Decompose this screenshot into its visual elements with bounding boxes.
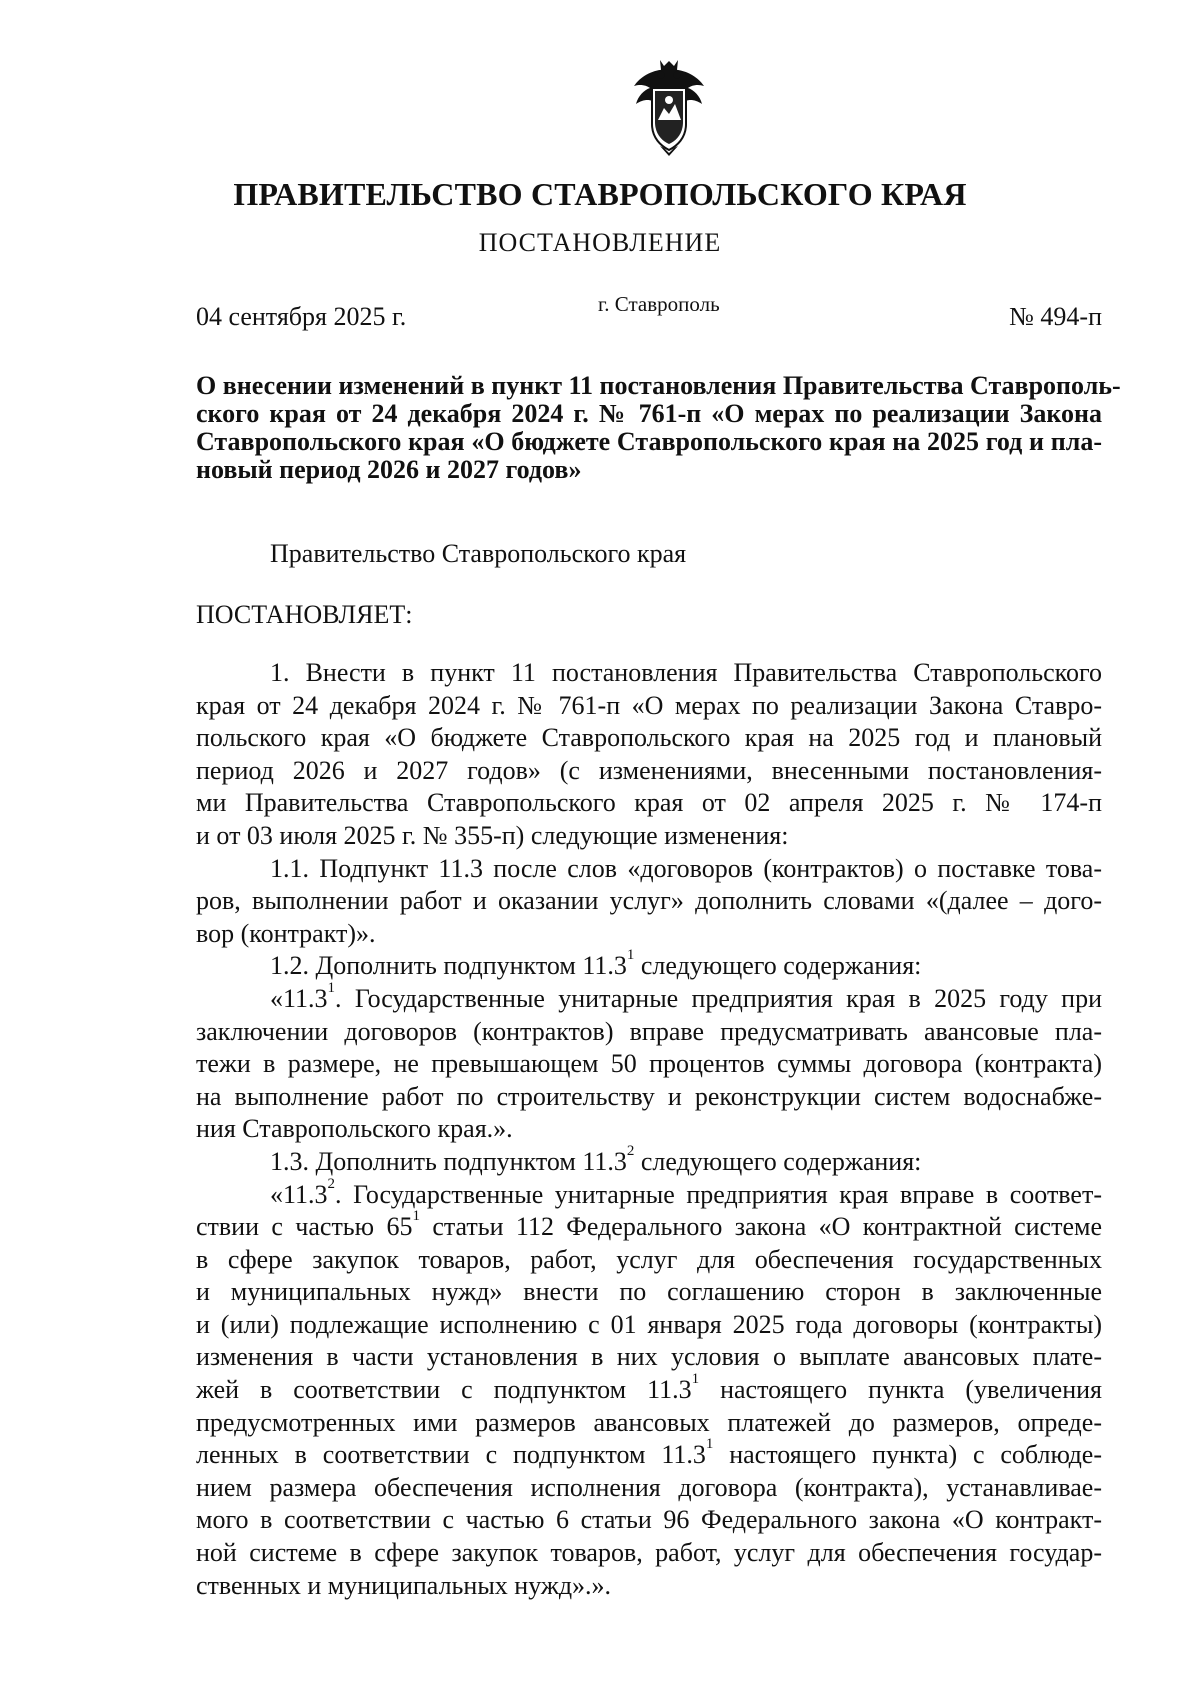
body-line: тежи в размере, не превышающем 50 процентов суммы договора (контракта)	[196, 1049, 1102, 1079]
body-line: ми Правительства Ставропольского края от 02 апреля 2025 г. № 174-п	[196, 788, 1102, 818]
body-line: нием размера обеспечения исполнения договора (контракта), устанавливае-	[196, 1472, 1102, 1502]
body-line: в сфере закупок товаров, работ, услуг для обеспечения государственных	[196, 1244, 1102, 1274]
body-line: ствии с частью $65^1$ статьи 112 Федерального закона «О контрактной системе	[196, 1208, 1102, 1242]
body-line: заключении договоров (контрактов) вправе предусматривать авансовые пла-	[196, 1016, 1102, 1046]
body-line: мого в соответствии с частью 6 статьи 96 Федерального закона «О контракт-	[196, 1505, 1102, 1535]
document-body	[196, 657, 1102, 1602]
body-line: и от 03 июля 2025 г. № 355-п) следующие изменения:	[196, 820, 789, 850]
document-type: ПОСТАНОВЛЕНИЕ	[478, 228, 722, 257]
body-line: 1. Внести в пункт 11 постановления Правительства Ставропольского	[270, 658, 1102, 687]
document-date: 04 сентября 2025 г.	[196, 302, 407, 331]
resolves-heading: ПОСТАНОВЛЯЕТ:	[196, 600, 413, 629]
subject-line: О внесении изменений в пункт 11 постановления Правительства Ставрополь-	[196, 371, 1121, 400]
body-line: и (или) подлежащие исполнению с 01 января 2025 года договоры (контракты)	[196, 1309, 1102, 1339]
document-subject	[196, 371, 1121, 484]
government-title: ПРАВИТЕЛЬСТВО СТАВРОПОЛЬСКОГО КРАЯ	[233, 176, 967, 212]
body-line: польского края «О бюджете Ставропольского края на 2025 год и плановый	[196, 723, 1102, 753]
body-line: на выполнение работ по строительству и реконструкции систем водоснабже-	[196, 1081, 1102, 1111]
body-line: 1.3. Дополнить подпунктом 11.3$^2$ следующего содержания:	[270, 1142, 922, 1176]
subject-line: новый период 2026 и 2027 годов»	[196, 455, 582, 484]
body-line: ров, выполнении работ и оказании услуг» дополнить словами «(далее – дого-	[196, 886, 1102, 916]
body-line: ной системе в сфере закупок товаров, работ, услуг для обеспечения государ-	[196, 1538, 1102, 1568]
body-line: и муниципальных нужд» внести по соглашению сторон в заключенные	[196, 1277, 1102, 1307]
body-line: «11.3$^2$. Государственные унитарные предприятия края вправе в соответ-	[270, 1175, 1102, 1209]
body-line: ния Ставропольского края.».	[196, 1114, 513, 1144]
document-city: г. Ставрополь	[598, 292, 720, 316]
body-line: вор (контракт)».	[196, 918, 376, 948]
body-line: ленных в соответствии с подпунктом 11.3$^1$ настоящего пункта) с соблюде-	[196, 1436, 1103, 1470]
body-line: 1.2. Дополнить подпунктом 11.3$^1$ следующего содержания:	[270, 947, 922, 981]
body-line: «11.3$^1$. Государственные унитарные предприятия края в 2025 году при	[270, 979, 1102, 1013]
subject-line: ского края от 24 декабря 2024 г. № 761-п «О мерах по реализации Закона	[196, 399, 1102, 428]
subject-line: Ставропольского края «О бюджете Ставропольского края на 2025 год и пла-	[196, 427, 1102, 456]
document-number: № 494-п	[1009, 302, 1102, 331]
body-line: период 2026 и 2027 годов» (с изменениями, внесенными постановления-	[196, 755, 1102, 785]
body-line: изменения в части установления в них условия о выплате авансовых плате-	[196, 1342, 1102, 1372]
body-line: 1.1. Подпункт 11.3 после слов «договоров (контрактов) о поставке това-	[270, 853, 1102, 883]
coat-of-arms-icon	[630, 58, 708, 158]
body-line: предусмотренных ими размеров авансовых платежей до размеров, опреде-	[196, 1407, 1102, 1437]
body-line: ственных и муниципальных нужд».».	[196, 1570, 612, 1600]
body-line: края от 24 декабря 2024 г. № 761-п «О мерах по реализации Закона Ставро-	[196, 690, 1102, 720]
preamble: Правительство Ставропольского края	[270, 539, 687, 568]
body-line: жей в соответствии с подпунктом 11.3$^1$ настоящего пункта (увеличения	[196, 1371, 1103, 1405]
